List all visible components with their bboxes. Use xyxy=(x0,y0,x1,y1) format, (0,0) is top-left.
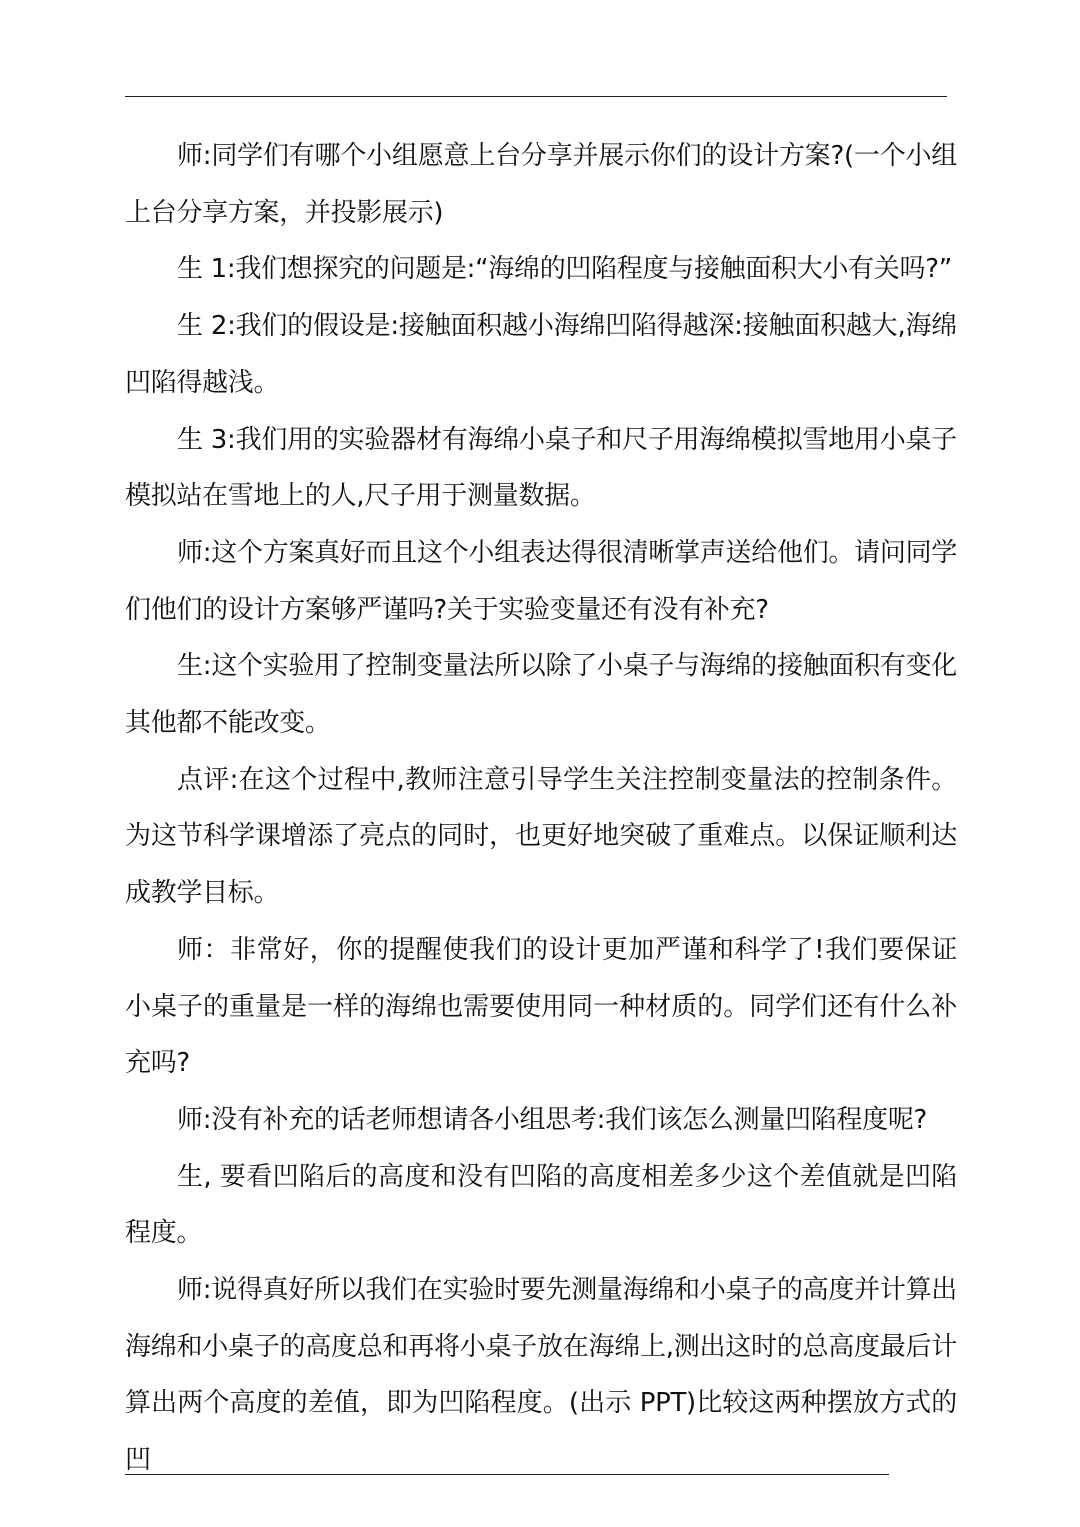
paragraph-student-measure-answer: 生, 要看凹陷后的高度和没有凹陷的高度相差多少这个差值就是凹陷程度。 xyxy=(125,1161,957,1249)
paragraph-teacher-measure-question: 师:没有补充的话老师想请各小组思考:我们该怎么测量凹陷程度呢? xyxy=(177,1104,928,1135)
paragraph-student3-materials: 生 3:我们用的实验器材有海绵小桌子和尺子用海绵模拟雪地用小桌子模拟站在雪地上的人,尺子用于测量数据。 xyxy=(125,424,957,512)
footer-rule xyxy=(125,1474,889,1475)
paragraph-student-control-variable: 生:这个实验用了控制变量法所以除了小桌子与海绵的接触面积有变化其他都不能改变。 xyxy=(125,651,957,739)
paragraph-teacher-reminder: 师：非常好，你的提醒使我们的设计更加严谨和科学了!我们要保证小桌子的重量是一样的海绵也需要使用同一种材质的。同学们还有什么补充吗? xyxy=(125,934,957,1079)
paragraph-teacher-invite: 师:同学们有哪个小组愿意上台分享并展示你们的设计方案?(一个小组上台分享方案，并投影展示) xyxy=(125,141,957,228)
paragraph-student2-hypothesis: 生 2:我们的假设是:接触面积越小海绵凹陷得越深:接触面积越大,海绵凹陷得越浅。 xyxy=(125,311,957,398)
header-rule xyxy=(125,96,947,97)
paragraph-commentary: 点评:在这个过程中,教师注意引导学生关注控制变量法的控制条件。为这节科学课增添了亮点的同时，也更好地突破了重难点。以保证顺利达成教学目标。 xyxy=(125,764,957,909)
paragraph-student1-question: 生 1:我们想探究的问题是:“海绵的凹陷程度与接触面积大小有关吗?” xyxy=(177,254,952,285)
paragraph-teacher-praise: 师:这个方案真好而且这个小组表达得很清晰掌声送给他们。请问同学们他们的设计方案够严谨吗?关于实验变量还有没有补充? xyxy=(125,537,957,625)
paragraph-teacher-procedure: 师:说得真好所以我们在实验时要先测量海绵和小桌子的高度并计算出海绵和小桌子的高度总和再将小桌子放在海绵上,测出这时的总高度最后计算出两个高度的差值，即为凹陷程度。(出示 PPT)比较这两种摆放方式的凹 xyxy=(125,1275,957,1476)
document-body xyxy=(125,128,957,1489)
